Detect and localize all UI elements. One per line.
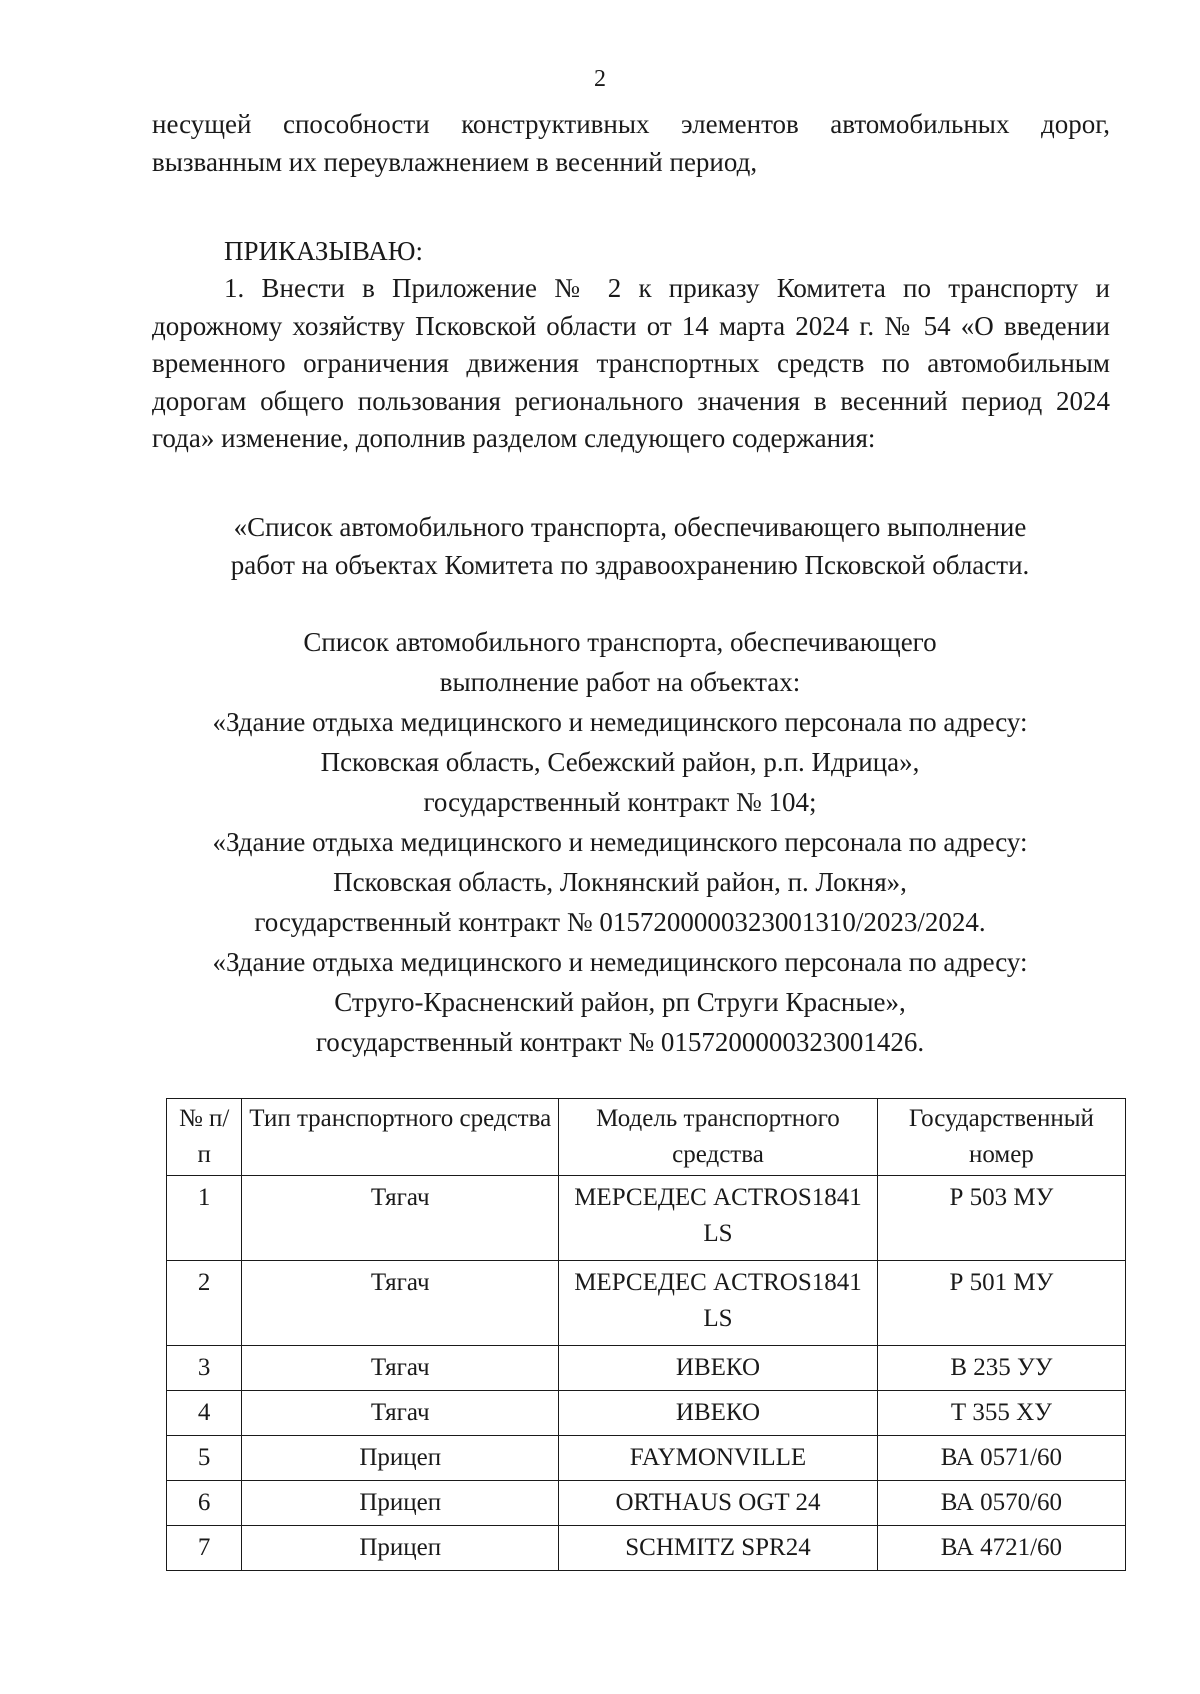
cell-type: Прицеп	[242, 1436, 559, 1481]
quoted-section-title	[150, 508, 1110, 584]
list-header-line: выполнение работ на объектах:	[439, 667, 801, 697]
cell-type: Прицеп	[242, 1526, 559, 1571]
cell-number: 3	[167, 1346, 242, 1391]
header-vehicle-type: Тип транспортного средства	[242, 1099, 559, 1176]
cell-number: 5	[167, 1436, 242, 1481]
cell-model: ИВЕКО	[559, 1346, 878, 1391]
table-row	[167, 1391, 1126, 1436]
list-header-line: Список автомобильного транспорта, обеспечивающего	[303, 627, 937, 657]
cell-model: SCHMITZ SPR24	[559, 1526, 878, 1571]
quote-line: работ на объектах Комитета по здравоохранению Псковской области.	[230, 550, 1030, 580]
list-header-line: «Здание отдыха медицинского и немедицинского персонала по адресу:	[212, 947, 1028, 977]
table-row	[167, 1436, 1126, 1481]
cell-number: 4	[167, 1391, 242, 1436]
cell-model: FAYMONVILLE	[559, 1436, 878, 1481]
header-plate-number: Государственный номер	[877, 1099, 1125, 1176]
cell-type: Тягач	[242, 1391, 559, 1436]
paragraph-1: 1. Внести в Приложение № 2 к приказу Комитета по транспорту и дорожному хозяйству Псковской области от 14 марта 2024 г. № 54 «О введении временного ограничения движения транспортных средств по автомобильным дорогам общего пользования регионального значения в весенний период 2024 года» изменение, дополнив разделом следующего содержания:	[152, 273, 1110, 453]
list-header-line: «Здание отдыха медицинского и немедицинского персонала по адресу:	[212, 707, 1028, 737]
table-row	[167, 1526, 1126, 1571]
header-vehicle-model: Модель транспортного средства	[559, 1099, 878, 1176]
list-header-line: Струго-Красненский район, рп Струги Красные»,	[334, 987, 906, 1017]
quote-line: «Список автомобильного транспорта, обеспечивающего выполнение	[233, 512, 1027, 542]
vehicles-table	[166, 1098, 1126, 1571]
cell-type: Тягач	[242, 1176, 559, 1261]
table-row	[167, 1481, 1126, 1526]
cell-number: 7	[167, 1526, 242, 1571]
intro-paragraph: несущей способности конструктивных элементов автомобильных дорог, вызванным их переувлажнением в весенний период,	[152, 109, 1110, 177]
cell-plate: ВА 0570/60	[877, 1481, 1125, 1526]
cell-model: ORTHAUS OGT 24	[559, 1481, 878, 1526]
cell-type: Тягач	[242, 1261, 559, 1346]
header-number: № п/п	[167, 1099, 242, 1176]
table-header-row	[167, 1099, 1126, 1176]
cell-type: Тягач	[242, 1346, 559, 1391]
cell-type: Прицеп	[242, 1481, 559, 1526]
cell-plate: В 235 УУ	[877, 1346, 1125, 1391]
table-row	[167, 1261, 1126, 1346]
table-row	[167, 1346, 1126, 1391]
cell-model: МЕРСЕДЕС ACTROS1841 LS	[559, 1261, 878, 1346]
table-row	[167, 1176, 1126, 1261]
list-header-line: Псковская область, Себежский район, р.п. Идрица»,	[320, 747, 920, 777]
cell-plate: Р 501 МУ	[877, 1261, 1125, 1346]
page-number: 2	[594, 66, 606, 92]
cell-model: ИВЕКО	[559, 1391, 878, 1436]
list-header-line: государственный контракт № 0157200000323001426.	[315, 1027, 925, 1057]
cell-plate: Т 355 ХУ	[877, 1391, 1125, 1436]
cell-number: 6	[167, 1481, 242, 1526]
list-header	[120, 622, 1120, 1062]
cell-number: 2	[167, 1261, 242, 1346]
list-header-line: государственный контракт № 104;	[423, 787, 817, 817]
cell-model: МЕРСЕДЕС ACTROS1841 LS	[559, 1176, 878, 1261]
order-heading: ПРИКАЗЫВАЮ:	[224, 236, 423, 266]
list-header-line: «Здание отдыха медицинского и немедицинского персонала по адресу:	[212, 827, 1028, 857]
cell-plate: ВА 4721/60	[877, 1526, 1125, 1571]
list-header-line: государственный контракт № 0157200000323001310/2023/2024.	[254, 907, 986, 937]
cell-plate: Р 503 МУ	[877, 1176, 1125, 1261]
cell-number: 1	[167, 1176, 242, 1261]
list-header-line: Псковская область, Локнянский район, п. Локня»,	[333, 867, 907, 897]
cell-plate: ВА 0571/60	[877, 1436, 1125, 1481]
